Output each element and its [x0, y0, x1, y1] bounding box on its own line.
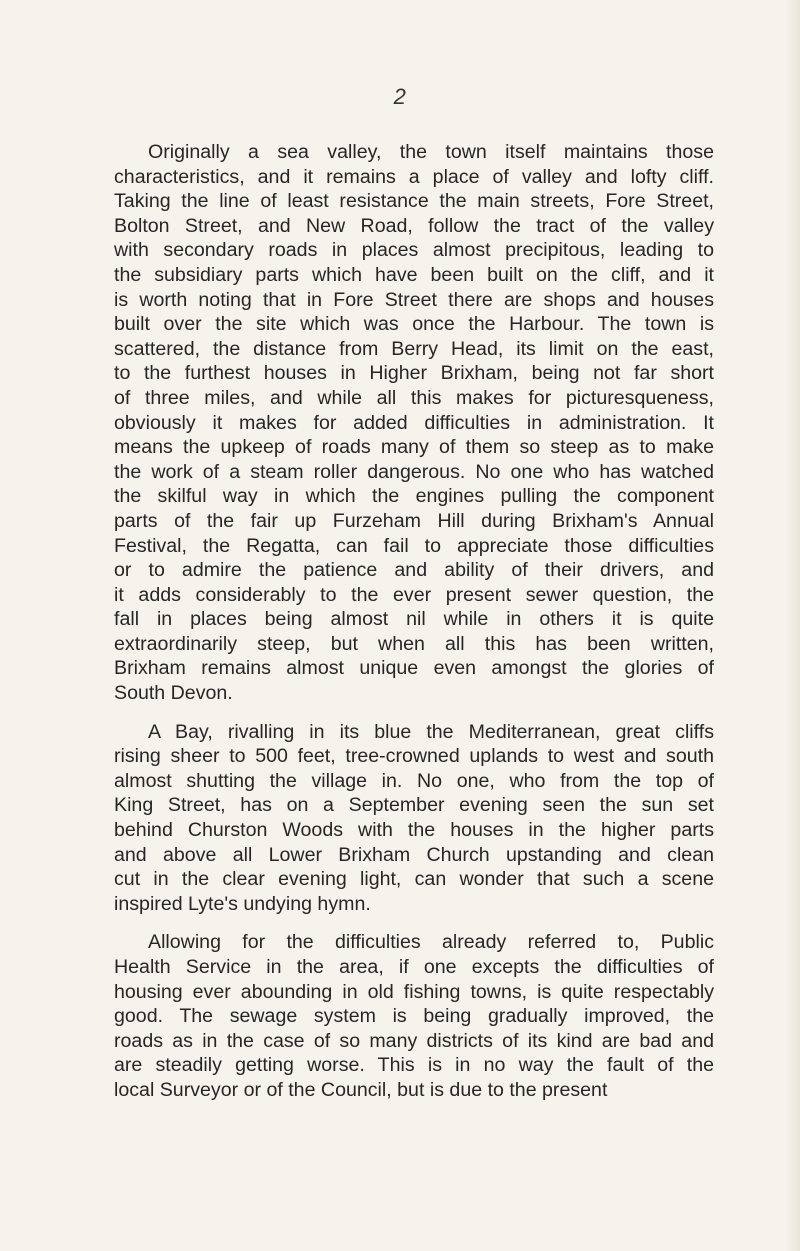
text-line: are steadily getting worse. This is in no way the fault of the — [114, 1054, 714, 1077]
text-line: or to admire the patience and ability of their drivers, and — [114, 559, 714, 582]
text-line: to the furthest houses in Higher Brixham, being not far short — [114, 362, 714, 385]
paragraph-1 — [114, 140, 714, 706]
text-line: it adds considerably to the ever present sewer question, the — [114, 583, 714, 606]
text-line: and above all Lower Brixham Church upstanding and clean — [114, 843, 714, 866]
page-number: 2 — [393, 84, 407, 109]
text-line: good. The sewage system is being gradually improved, the — [114, 1005, 714, 1028]
text-line: obviously it makes for added difficulties in administration. It — [114, 411, 714, 434]
text-line: the subsidiary parts which have been built on the cliff, and it — [114, 263, 714, 286]
text-line: South Devon. — [114, 682, 233, 705]
text-line: Bolton Street, and New Road, follow the tract of the valley — [114, 214, 714, 237]
body-text — [114, 140, 714, 1103]
text-line: rising sheer to 500 feet, tree-crowned uplands to west and south — [114, 745, 714, 768]
text-line: of three miles, and while all this makes for picturesqueness, — [114, 386, 714, 409]
text-line: Health Service in the area, if one excepts the difficulties of — [114, 956, 714, 978]
text-line: Festival, the Regatta, can fail to appreciate those difficulties — [114, 534, 714, 557]
text-line: fall in places being almost nil while in others it is quite — [114, 608, 714, 631]
text-line: housing ever abounding in old fishing towns, is quite respectably — [114, 980, 714, 1003]
text-line: the work of a steam roller dangerous. No one who has watched — [114, 460, 714, 483]
text-line: means the upkeep of roads many of them so steep as to make — [114, 436, 714, 459]
paragraph-2 — [114, 720, 714, 917]
text-line: Originally a sea valley, the town itself maintains those — [148, 141, 714, 163]
text-line: built over the site which was once the Harbour. The town is — [114, 313, 714, 336]
text-line: King Street, has on a September evening seen the sun set — [114, 794, 714, 817]
text-line: behind Churston Woods with the houses in the higher parts — [114, 819, 714, 842]
text-line: parts of the fair up Furzeham Hill during Brixham's Annual — [114, 509, 714, 532]
text-line: Taking the line of least resistance the main streets, Fore Street, — [114, 190, 714, 213]
text-line: local Surveyor or of the Council, but is due to the present — [114, 1078, 608, 1101]
text-line: extraordinarily steep, but when all this has been written, — [114, 632, 714, 655]
text-line: cut in the clear evening light, can wonder that such a scene — [114, 868, 714, 891]
text-line: Allowing for the difficulties already referred to, Public — [148, 931, 714, 954]
text-line: scattered, the distance from Berry Head, its limit on the east, — [114, 337, 714, 360]
text-line: characteristics, and it remains a place of valley and lofty cliff. — [114, 165, 714, 188]
text-line: is worth noting that in Fore Street there are shops and houses — [114, 288, 714, 311]
text-line: Brixham remains almost unique even amongst the glories of — [114, 657, 714, 680]
text-line: roads as in the case of so many districts of its kind are bad and — [114, 1029, 714, 1052]
text-line: the skilful way in which the engines pulling the component — [114, 485, 714, 508]
paragraph-3 — [114, 930, 714, 1102]
text-line: with secondary roads in places almost precipitous, leading to — [114, 239, 714, 262]
text-line: inspired Lyte's undying hymn. — [114, 892, 371, 915]
text-line: A Bay, rivalling in its blue the Mediterranean, great cliffs — [148, 720, 714, 743]
text-line: almost shutting the village in. No one, who from the top of — [114, 769, 714, 792]
